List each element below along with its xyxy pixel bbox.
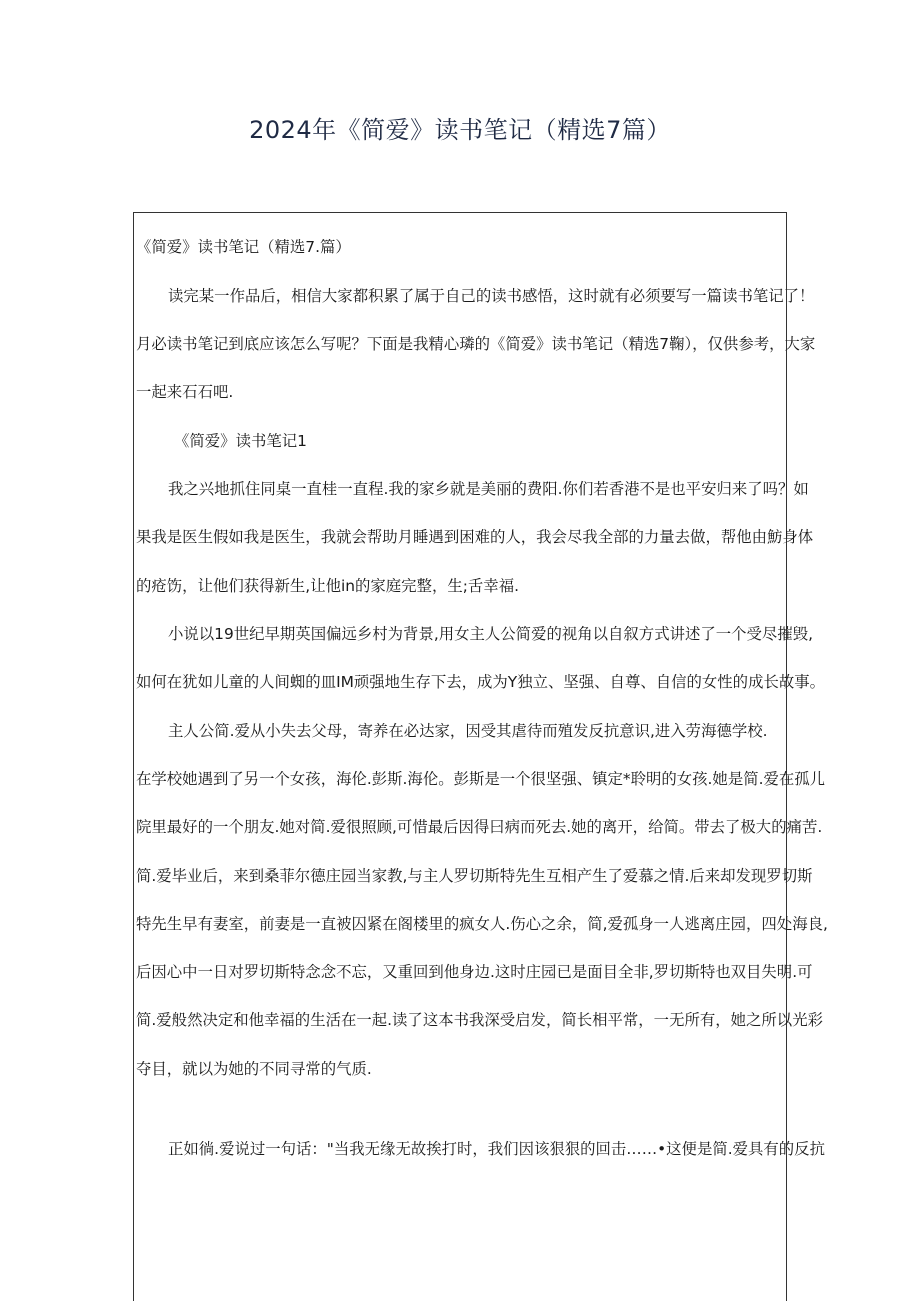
section-heading: 《简爱》读书笔记1 [174, 432, 307, 450]
text-line: 小说以19世纪早期英国偏远乡村为背景,用女主人公简爱的视角以自叙方式讲述了一个受尽摧毁, [168, 625, 813, 643]
text-line: 院里最好的一个朋友.她对简.爱很照顾,可惜最后因得曰病而死去.她的离开，给简。带去了极大的痛苦. [136, 818, 823, 836]
text-line: 《简爱》读书笔记（精选7.篇） [136, 238, 351, 256]
text-line: 月必读书笔记到底应该怎么写呢？下面是我精心璘的《简爱》读书笔记（精选7鞠），仅供参考，大家 [136, 335, 816, 353]
text-line: 主人公简.爱从小失去父母，寄养在必达家，因受其虐待而殖发反抗意识,进入劳海德学校. [168, 722, 768, 740]
text-line: 一起来石石吧. [136, 383, 234, 401]
content-frame [133, 212, 828, 1301]
text-line: 的疮饬，让他们获得新生,让他in的家庭完整，生;舌幸福. [136, 577, 519, 595]
text-line: 简.爱般然决定和他幸福的生活在一起.读了这本书我深受启发，简长相平常，一无所有，她之所以光彩 [136, 1011, 823, 1029]
text-line: 正如徜.爱说过一句话："当我无缘无故挨打时，我们因该狠狠的回击……•这便是简.爱具有的反抗 [168, 1140, 825, 1158]
text-line: 我之兴地抓住同桌一直桂一直程.我的家乡就是美丽的费阳.你们若香港不是也平安归来了吗？如 [168, 480, 809, 498]
text-line: 如何在犹如儿童的人间蜘的皿IM顽强地生存下去，成为Y独立、坚强、自尊、自信的女性的成长故事。 [136, 673, 826, 691]
text-line: 简.爱毕业后，来到桑菲尔德庄园当家教,与主人罗切斯特先生互相产生了爱慕之情.后来却发现罗切斯 [136, 867, 813, 885]
text-line: 在学校她遇到了另一个女孩，海伦.彭斯.海伦。彭斯是一个很坚强、镇定*聆明的女孩.她是简.爱在孤儿 [136, 770, 826, 788]
text-line: 夺目，就以为她的不同寻常的气质. [136, 1060, 372, 1078]
document-title: 2024年《简爱》读书笔记（精选7篇） [249, 116, 671, 144]
text-line: 特先生早有妻室，前妻是一直被囚紧在阁楼里的疯女人.伤心之余，简,爱孤身一人逃离庄园，四处海良, [136, 915, 828, 933]
text-line: 后因心中一日对罗切斯特念念不忘，又重回到他身边.这时庄园已是面目全非,罗切斯特也双目失明.可 [136, 963, 813, 981]
text-line: 果我是医生假如我是医生，我就会帮助月睡遇到困难的人，我会尽我全部的力量去做，帮他由魴身体 [136, 528, 814, 546]
text-line: 读完某一作品后，相信大家都积累了属于自己的读书感悟，这时就有必须要写一篇读书笔记了！ [168, 287, 815, 305]
